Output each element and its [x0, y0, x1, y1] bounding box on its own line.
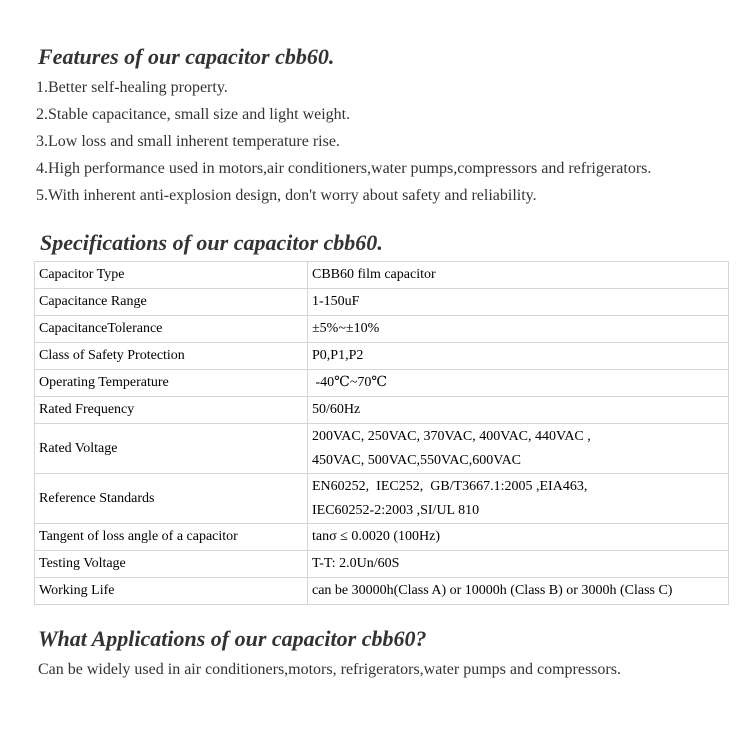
feature-item-4: 4.High performance used in motors,air conditioners,water pumps,compressors and refrigerators. [36, 160, 652, 177]
table-row [35, 578, 729, 605]
spec-value [308, 424, 729, 474]
table-row [35, 289, 729, 316]
spec-label: CapacitanceTolerance [35, 316, 308, 343]
applications-text: Can be widely used in air conditioners,motors, refrigerators,water pumps and compressors. [38, 661, 621, 678]
spec-value: T-T: 2.0Un/60S [308, 551, 729, 578]
spec-value: ±5%~±10% [308, 316, 729, 343]
specifications-heading: Specifications of our capacitor cbb60. [40, 230, 383, 255]
table-row [35, 316, 729, 343]
feature-item-5: 5.With inherent anti-explosion design, don't worry about safety and reliability. [36, 187, 537, 204]
spec-value: tanσ ≤ 0.0020 (100Hz) [308, 524, 729, 551]
table-row [35, 474, 729, 524]
spec-label: Capacitor Type [35, 262, 308, 289]
spec-value-line: IEC60252-2:2003 ,SI/UL 810 [312, 502, 480, 518]
table-row [35, 262, 729, 289]
spec-label: Rated Voltage [35, 424, 308, 474]
table-row [35, 424, 729, 474]
table-row [35, 551, 729, 578]
spec-value-line: 200VAC, 250VAC, 370VAC, 400VAC, 440VAC , [312, 428, 591, 444]
table-row [35, 397, 729, 424]
spec-value: CBB60 film capacitor [308, 262, 729, 289]
spec-value-line: EN60252, IEC252, GB/T3667.1:2005 ,EIA463, [312, 478, 588, 494]
spec-label: Rated Frequency [35, 397, 308, 424]
spec-label: Class of Safety Protection [35, 343, 308, 370]
spec-value: can be 30000h(Class A) or 10000h (Class B) or 3000h (Class C) [308, 578, 729, 605]
spec-value: 50/60Hz [308, 397, 729, 424]
feature-item-3: 3.Low loss and small inherent temperature rise. [36, 133, 340, 150]
table-row [35, 343, 729, 370]
feature-item-1: 1.Better self-healing property. [36, 79, 228, 96]
spec-value [308, 474, 729, 524]
specifications-table [34, 261, 729, 605]
spec-value: 1-150uF [308, 289, 729, 316]
spec-value: -40℃~70℃ [308, 370, 729, 397]
spec-value-line: 450VAC, 500VAC,550VAC,600VAC [312, 452, 522, 468]
feature-item-2: 2.Stable capacitance, small size and light weight. [36, 106, 351, 123]
spec-label: Working Life [35, 578, 308, 605]
spec-value: P0,P1,P2 [308, 343, 729, 370]
table-row [35, 524, 729, 551]
features-heading: Features of our capacitor cbb60. [38, 44, 335, 69]
table-row [35, 370, 729, 397]
spec-label: Tangent of loss angle of a capacitor [35, 524, 308, 551]
spec-label: Reference Standards [35, 474, 308, 524]
spec-label: Testing Voltage [35, 551, 308, 578]
applications-heading: What Applications of our capacitor cbb60? [38, 626, 427, 651]
spec-label: Capacitance Range [35, 289, 308, 316]
spec-label: Operating Temperature [35, 370, 308, 397]
